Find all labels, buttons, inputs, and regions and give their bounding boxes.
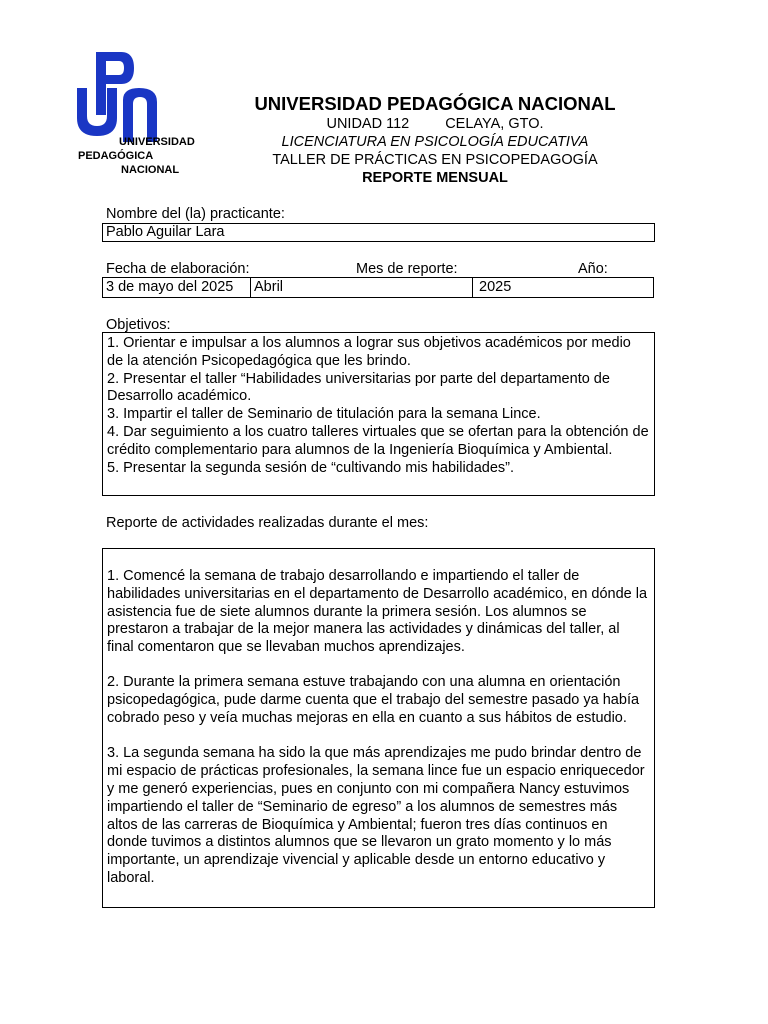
- year-value: 2025: [479, 279, 512, 295]
- unit-row: [205, 115, 665, 133]
- activity-item: 2. Durante la primera semana estuve trabajando con una alumna en orientación psicopedagógica, pude darme cuenta que el trabajo del semestre pasado ya había cobrado peso y veía muchas mejoras en ella en cuanto a sus hábitos de estudio.: [107, 674, 640, 727]
- activities-label: Reporte de actividades realizadas durante el mes:: [106, 515, 429, 531]
- date-label: Fecha de elaboración:: [106, 261, 250, 277]
- date-value: 3 de mayo del 2025: [103, 278, 251, 297]
- name-field: [102, 223, 655, 242]
- name-value: Pablo Aguilar Lara: [106, 224, 225, 240]
- year-label: Año:: [578, 261, 608, 277]
- month-label: Mes de reporte:: [356, 261, 458, 277]
- document-header: [205, 93, 665, 187]
- objective-item: 3. Impartir el taller de Seminario de titulación para la semana Lince.: [107, 406, 541, 423]
- objective-item: 4. Dar seguimiento a los cuatro talleres virtuales que se ofertan para la obtención de crédito complementario para alumnos de la Ingeniería Bioquímica y Ambiental.: [107, 423, 649, 458]
- activity-item: 3. La segunda semana ha sido la que más aprendizajes me pudo brindar dentro de mi espacio de prácticas profesionales, la semana lince fue un espacio enriquecedor y me generó experiencias, pues en conjunto con mi compañera Nancy estuvimos impartiendo el taller de “Seminario de egreso” a los alumnos de semestres más altos de las carreras de Bioquímica y Ambiental; fueron tres días continuos en donde tuvimos a distintos alumnos que se llevaron un grato momento y lo más importante, un aprendizaje vivencial y aplicable desde un entorno educativo y laboral.: [107, 745, 645, 886]
- logo-text-pedagogica: PEDAGÓGICA: [78, 150, 154, 162]
- objective-item: 2. Presentar el taller “Habilidades universitarias por parte del departamento de Desarrollo académico.: [107, 370, 610, 405]
- objective-item: 5. Presentar la segunda sesión de “cultivando mis habilidades”.: [107, 459, 515, 476]
- name-label: Nombre del (la) practicante:: [106, 206, 285, 222]
- objective-item: 1. Orientar e impulsar a los alumnos a lograr sus objetivos académicos por medio de la atención Psicopedagógica que les brindo.: [107, 335, 631, 369]
- upn-logo: [73, 50, 208, 178]
- logo-text-universidad: UNIVERSIDAD: [119, 136, 195, 148]
- activities-box: [102, 548, 655, 908]
- degree-label: LICENCIATURA EN PSICOLOGÍA EDUCATIVA: [281, 134, 589, 150]
- university-title: UNIVERSIDAD PEDAGÓGICA NACIONAL: [254, 93, 616, 114]
- objectives-label: Objetivos:: [106, 317, 171, 333]
- workshop-label: TALLER DE PRÁCTICAS EN PSICOPEDAGOGÍA: [272, 152, 598, 168]
- activity-item: 1. Comencé la semana de trabajo desarrollando e impartiendo el taller de habilidades universitarias en el departamento de Desarrollo académico, en dónde la asistencia fue de siete alumnos durante la primera sesión. Los alumnos se prestaron a trabajar de la mejor manera las actividades y dinámicas del taller, al final comentaron que se llevaban muchos aprendizajes.: [107, 568, 648, 656]
- month-value: Abril: [251, 278, 473, 297]
- date-row: [102, 277, 654, 298]
- logo-text-nacional: NACIONAL: [121, 164, 180, 176]
- objectives-box: [102, 332, 655, 496]
- city-label: CELAYA, GTO.: [445, 116, 544, 132]
- unit-label: UNIDAD 112: [326, 116, 410, 132]
- report-title: REPORTE MENSUAL: [362, 170, 508, 186]
